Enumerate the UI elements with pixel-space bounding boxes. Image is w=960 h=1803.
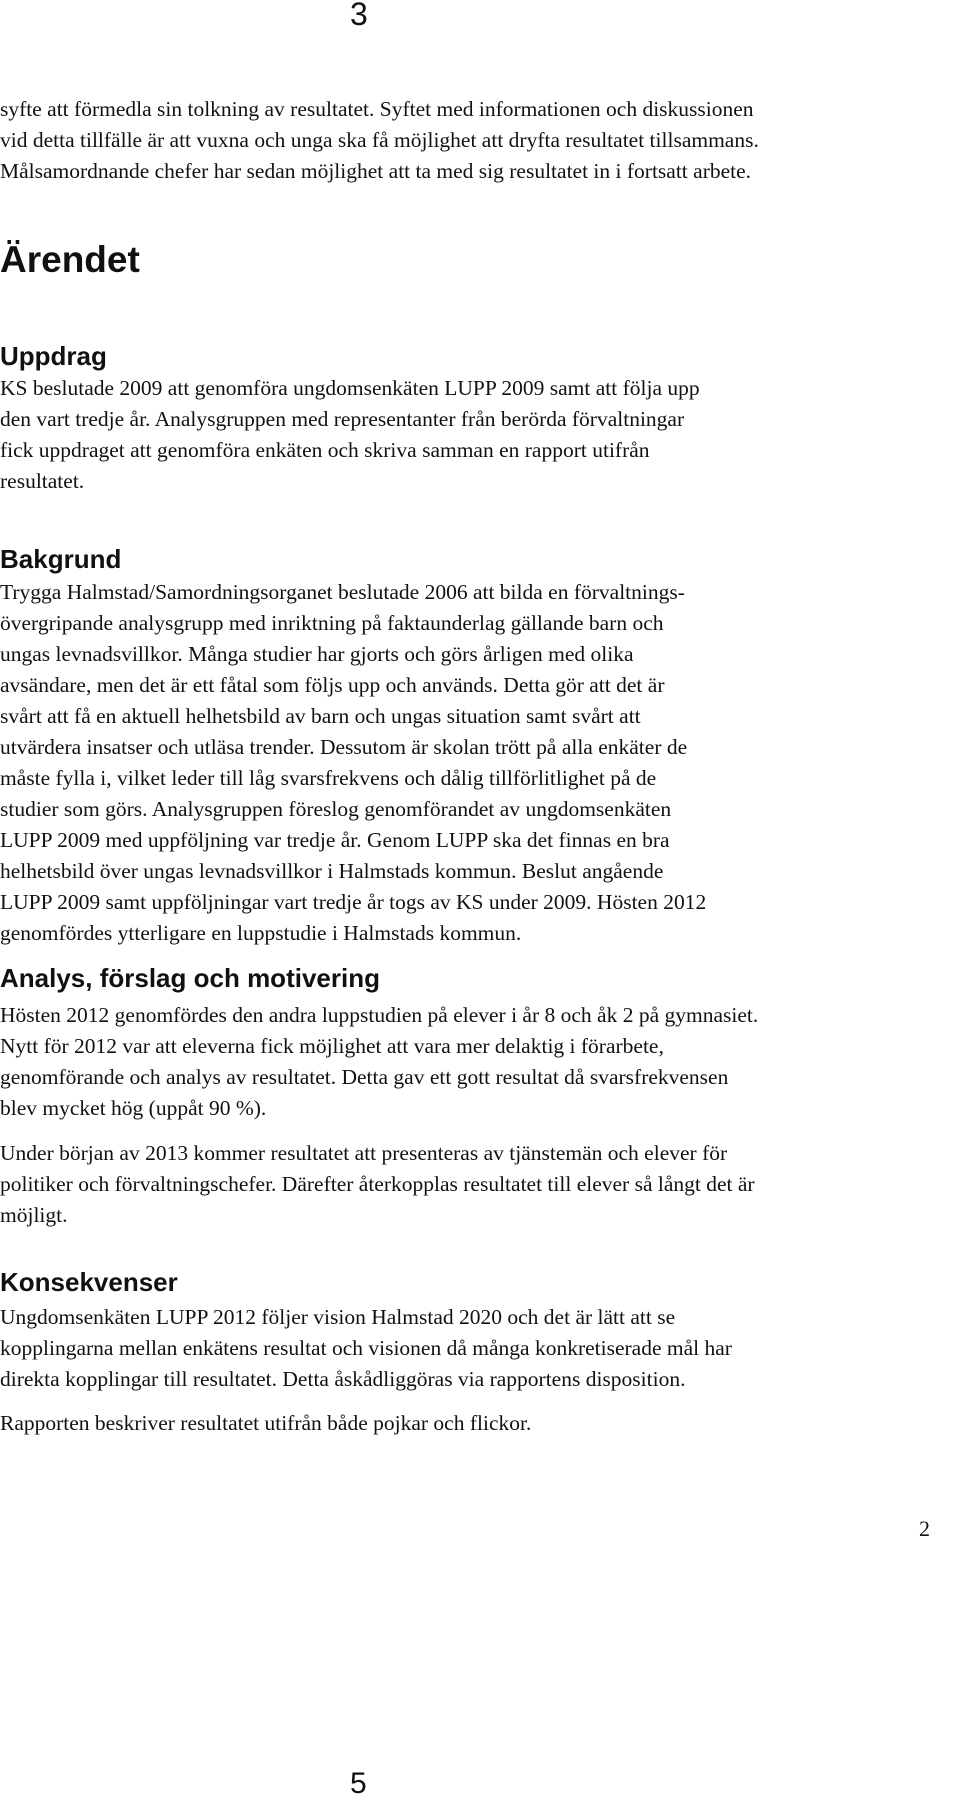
text-line: Målsamordnande chefer har sedan möjlighet att ta med sig resultatet in i fortsatt arbete. [0, 159, 752, 183]
text-line: LUPP 2009 med uppföljning var tredje år. Genom LUPP ska det finnas en bra [0, 828, 670, 852]
text-line: direkta kopplingar till resultatet. Detta åskådliggöras via rapportens disposition. [0, 1367, 686, 1391]
text-line: Rapporten beskriver resultatet utifrån både pojkar och flickor. [0, 1411, 532, 1435]
text-line: övergripande analysgrupp med inriktning på faktaunderlag gällande barn och [0, 611, 664, 635]
text-line: måste fylla i, vilket leder till låg svarsfrekvens och dålig tillförlitlighet på de [0, 766, 657, 790]
text-line: fick uppdraget att genomföra enkäten och skriva samman en rapport utifrån [0, 438, 650, 462]
text-line: utvärdera insatser och utläsa trender. Dessutom är skolan trött på alla enkäter de [0, 735, 688, 759]
text-line: kopplingarna mellan enkätens resultat och visionen då många konkretiserade mål har [0, 1336, 732, 1360]
text-line: genomförande och analys av resultatet. Detta gav ett gott resultat då svarsfrekvensen [0, 1065, 729, 1089]
text-line: resultatet. [0, 469, 85, 493]
text-line: politiker och förvaltningschefer. Därefter återkopplas resultatet till elever så långt det är [0, 1172, 755, 1196]
konsekvenser-paragraph-1 [0, 1302, 732, 1395]
text-line: studier som görs. Analysgruppen föreslog genomförandet av ungdomsenkäten [0, 797, 672, 821]
text-line: vid detta tillfälle är att vuxna och unga ska få möjlighet att dryfta resultatet tillsammans. [0, 128, 759, 152]
text-line: svårt att få en aktuell helhetsbild av barn och ungas situation samt svårt att [0, 704, 641, 728]
analys-paragraph-1 [0, 1000, 758, 1124]
uppdrag-heading: Uppdrag [0, 341, 107, 371]
bakgrund-paragraph [0, 577, 706, 949]
text-line: den vart tredje år. Analysgruppen med representanter från berörda förvaltningar [0, 407, 685, 431]
text-line: genomfördes ytterligare en luppstudie i Halmstads kommun. [0, 921, 522, 945]
bottom-page-number: 5 [350, 1767, 367, 1800]
konsekvenser-paragraph-2 [0, 1408, 531, 1439]
analys-paragraph-2 [0, 1138, 755, 1231]
text-line: Under början av 2013 kommer resultatet att presenteras av tjänstemän och elever för [0, 1141, 728, 1165]
text-line: syfte att förmedla sin tolkning av resultatet. Syftet med informationen och diskussionen [0, 97, 754, 121]
intro-paragraph [0, 94, 759, 187]
text-line: ungas levnadsvillkor. Många studier har gjorts och görs årligen med olika [0, 642, 634, 666]
text-line: Trygga Halmstad/Samordningsorganet beslutade 2006 att bilda en förvaltnings- [0, 580, 685, 604]
text-line: LUPP 2009 samt uppföljningar vart tredje år togs av KS under 2009. Hösten 2012 [0, 890, 707, 914]
konsekvenser-heading: Konsekvenser [0, 1267, 178, 1297]
bakgrund-heading: Bakgrund [0, 544, 122, 574]
text-line: möjligt. [0, 1203, 68, 1227]
page-number-right: 2 [919, 1516, 930, 1541]
text-line: blev mycket hög (uppåt 90 %). [0, 1096, 267, 1120]
text-line: helhetsbild över ungas levnadsvillkor i Halmstads kommun. Beslut angående [0, 859, 664, 883]
text-line: Ungdomsenkäten LUPP 2012 följer vision Halmstad 2020 och det är lätt att se [0, 1305, 676, 1329]
text-line: Nytt för 2012 var att eleverna fick möjlighet att vara mer delaktig i förarbete, [0, 1034, 664, 1058]
text-line: Hösten 2012 genomfördes den andra luppstudien på elever i år 8 och åk 2 på gymnasiet. [0, 1003, 759, 1027]
top-page-number: 3 [350, 0, 368, 32]
analys-heading: Analys, förslag och motivering [0, 963, 380, 993]
text-line: KS beslutade 2009 att genomföra ungdomsenkäten LUPP 2009 samt att följa upp [0, 376, 700, 400]
text-line: avsändare, men det är ett fåtal som följs upp och används. Detta gör att det är [0, 673, 665, 697]
section-title: Ärendet [0, 239, 140, 280]
uppdrag-paragraph [0, 373, 700, 497]
